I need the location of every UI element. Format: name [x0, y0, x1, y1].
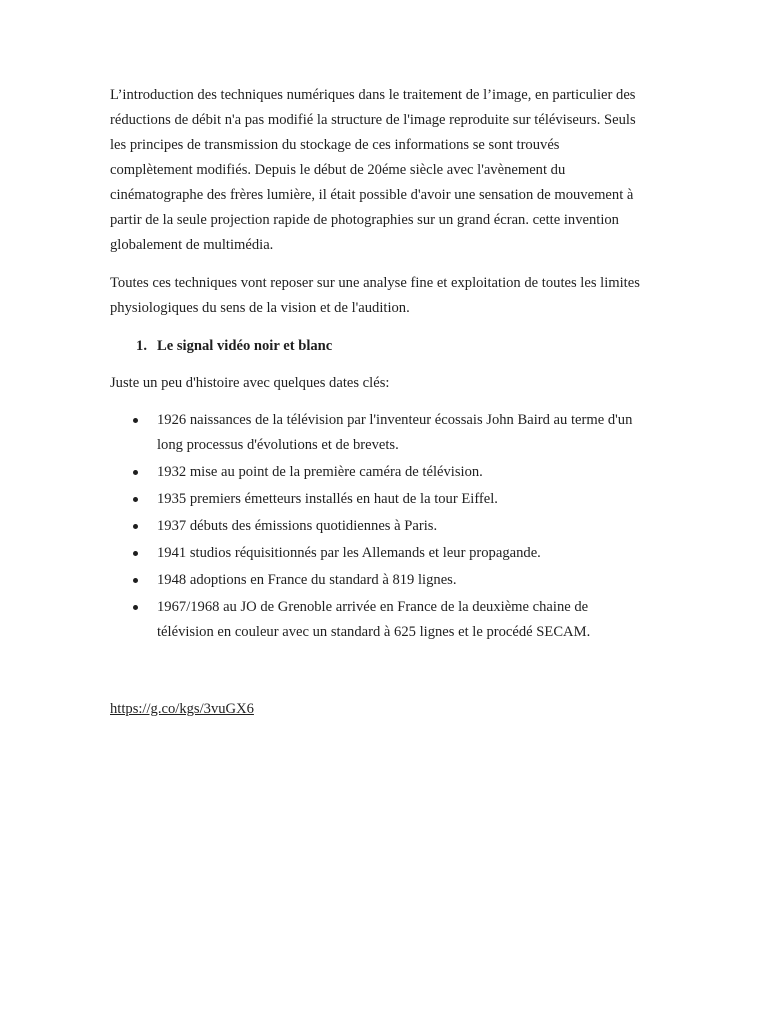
- list-item-line: 1937 débuts des émissions quotidiennes à Paris.: [157, 518, 438, 534]
- list-item: [110, 541, 672, 566]
- bullet-icon: [110, 568, 157, 593]
- paragraph-line: Toutes ces techniques vont reposer sur une analyse fine et exploitation de toutes les limites: [110, 275, 640, 291]
- paragraph-line: les principes de transmission du stockage de ces informations se sont trouvés: [110, 137, 560, 153]
- list-item: [110, 408, 672, 458]
- document-page: [110, 83, 672, 722]
- paragraph-physiology: [110, 271, 672, 321]
- paragraph-line: L’introduction des techniques numériques dans le traitement de l’image, en particulier des: [110, 87, 636, 103]
- list-item-line: télévision en couleur avec un standard à 625 lignes et le procédé SECAM.: [157, 624, 591, 640]
- list-item-line: 1948 adoptions en France du standard à 819 lignes.: [157, 572, 457, 588]
- list-item: [110, 595, 672, 645]
- bullet-icon: [110, 595, 157, 645]
- bullet-icon: [110, 541, 157, 566]
- section-number: 1.: [136, 338, 147, 354]
- paragraph-intro-digital: [110, 83, 672, 258]
- paragraph-line: complètement modifiés. Depuis le début de 20éme siècle avec l'avènement du: [110, 162, 566, 178]
- paragraph-line: globalement de multimédia.: [110, 237, 274, 253]
- paragraph-line: réductions de débit n'a pas modifié la structure de l'image reproduite sur téléviseurs. Seuls: [110, 112, 636, 128]
- list-item: [110, 487, 672, 512]
- section-heading: [110, 334, 672, 359]
- bullet-icon: [110, 460, 157, 485]
- list-item: [110, 568, 672, 593]
- bullet-icon: [110, 487, 157, 512]
- list-item-line: 1926 naissances de la télévision par l'inventeur écossais John Baird au terme d'un: [157, 412, 633, 428]
- paragraph-line: partir de la seule projection rapide de photographies sur un grand écran. cette invention: [110, 212, 619, 228]
- list-item: [110, 514, 672, 539]
- list-item-line: 1967/1968 au JO de Grenoble arrivée en France de la deuxième chaine de: [157, 599, 589, 615]
- list-item: [110, 460, 672, 485]
- reference-link[interactable]: https://g.co/kgs/3vuGX6: [110, 701, 254, 717]
- paragraph-line: cinématographe des frères lumière, il était possible d'avoir une sensation de mouvement à: [110, 187, 634, 203]
- list-item-line: long processus d'évolutions et de brevets.: [157, 437, 399, 453]
- list-item-line: 1935 premiers émetteurs installés en haut de la tour Eiffel.: [157, 491, 498, 507]
- list-item-line: 1941 studios réquisitionnés par les Allemands et leur propagande.: [157, 545, 541, 561]
- bullet-icon: [110, 408, 157, 458]
- paragraph-line: physiologiques du sens de la vision et de l'audition.: [110, 300, 410, 316]
- section-title: Le signal vidéo noir et blanc: [157, 338, 333, 354]
- history-list: [110, 408, 672, 645]
- history-intro: Juste un peu d'histoire avec quelques dates clés:: [110, 375, 390, 391]
- bullet-icon: [110, 514, 157, 539]
- list-item-line: 1932 mise au point de la première caméra de télévision.: [157, 464, 483, 480]
